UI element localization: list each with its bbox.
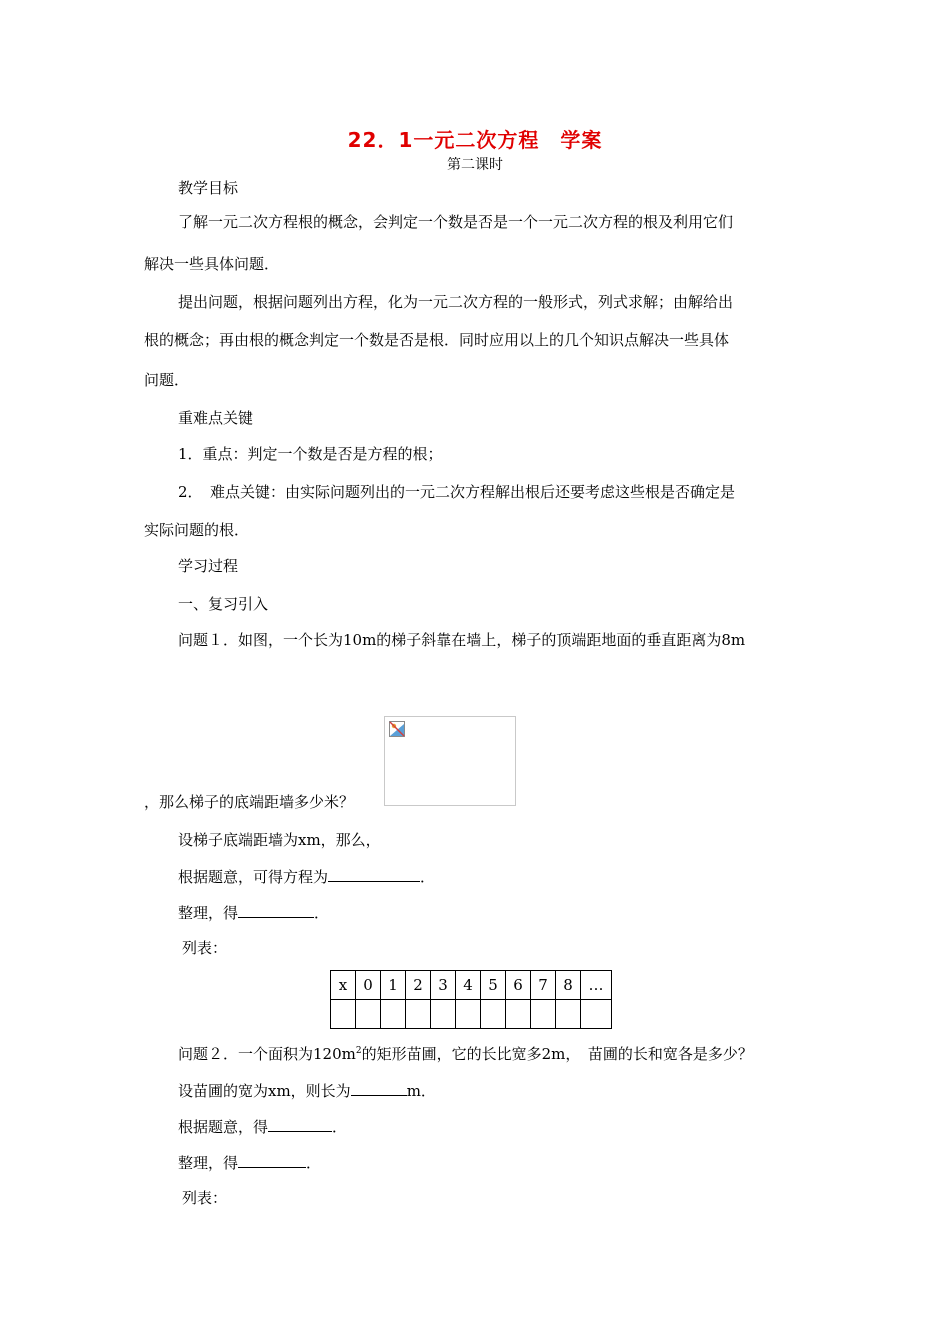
answer-blank[interactable]	[268, 1116, 332, 1132]
objectives-paragraph-2-line-3: 问题．	[144, 371, 190, 389]
table-cell: 5	[481, 971, 506, 1000]
period: ．	[306, 1154, 322, 1172]
problem-2-setup-line	[178, 1080, 436, 1101]
problem-1-text: 问题１．如图，一个长为10m的梯子斜靠在墙上，梯子的顶端距地面的垂直距离为8m	[178, 631, 746, 649]
table-cell: 0	[356, 971, 381, 1000]
table-cell-empty[interactable]	[481, 1000, 506, 1029]
answer-blank[interactable]	[328, 866, 420, 882]
table-cell-empty[interactable]	[556, 1000, 581, 1029]
problem-1-simplify-line	[178, 902, 329, 923]
objectives-paragraph-2-line-2: 根的概念；再由根的概念判定一个数是否是根．同时应用以上的几个知识点解决一些具体	[144, 331, 730, 349]
table-cell-empty[interactable]	[356, 1000, 381, 1029]
table-cell: 1	[381, 971, 406, 1000]
table-cell-empty[interactable]	[581, 1000, 612, 1029]
unit: m．	[406, 1082, 436, 1100]
objectives-paragraph-1-line-1: 了解一元二次方程根的概念，会判定一个数是否是一个一元二次方程的根及利用它们	[178, 213, 734, 231]
review-heading: 一、复习引入	[178, 595, 269, 613]
objectives-paragraph-1-line-2: 解决一些具体问题．	[144, 255, 280, 273]
period: ．	[314, 904, 330, 922]
problem-2-text-part-2: 的矩形苗圃，它的长比宽多2m， 苗圃的长和宽各是多少？	[361, 1045, 753, 1063]
problem-1-question: ，那么梯子的底端距墙多少米？	[144, 793, 355, 811]
table-header-row	[331, 971, 612, 1000]
page-title: 22．1一元二次方程 学案	[347, 128, 603, 152]
table-cell-empty[interactable]	[331, 1000, 356, 1029]
problem-2-text	[178, 1044, 753, 1064]
table-cell-empty[interactable]	[431, 1000, 456, 1029]
table-cell: 4	[456, 971, 481, 1000]
ladder-figure-placeholder	[384, 716, 516, 806]
table-cell: …	[581, 971, 612, 1000]
problem-2-simplify-label: 整理，得	[178, 1154, 239, 1172]
answer-blank[interactable]	[351, 1080, 407, 1096]
table-cell-empty[interactable]	[531, 1000, 556, 1029]
table-cell-empty[interactable]	[381, 1000, 406, 1029]
value-table	[330, 970, 612, 1029]
superscript: 2	[355, 1046, 362, 1056]
problem-1-equation-line	[178, 866, 435, 887]
table-cell: 3	[431, 971, 456, 1000]
problem-1-equation-label: 根据题意，可得方程为	[178, 868, 329, 886]
table-cell-empty[interactable]	[456, 1000, 481, 1029]
problem-2-equation-label: 根据题意，得	[178, 1118, 269, 1136]
period: ．	[420, 868, 436, 886]
problem-2-setup-label: 设苗圃的宽为xm，则长为	[178, 1082, 351, 1100]
problem-1-simplify-label: 整理，得	[178, 904, 239, 922]
problem-2-simplify-line	[178, 1152, 321, 1173]
process-heading: 学习过程	[178, 557, 239, 575]
table-cell: 2	[406, 971, 431, 1000]
answer-blank[interactable]	[238, 1152, 306, 1168]
broken-image-icon	[389, 721, 405, 737]
problem-1-setup: 设梯子底端距墙为xm，那么，	[178, 831, 381, 849]
table-cell: 6	[506, 971, 531, 1000]
problem-2-equation-line	[178, 1116, 347, 1137]
key-point-1: 1．重点：判定一个数是否是方程的根；	[178, 445, 443, 463]
table-cell: 8	[556, 971, 581, 1000]
answer-blank[interactable]	[238, 902, 314, 918]
table-cell-empty[interactable]	[506, 1000, 531, 1029]
period: ．	[332, 1118, 348, 1136]
table-cell: x	[331, 971, 356, 1000]
page-subtitle: 第二课时	[447, 157, 503, 173]
problem-2-text-part-1: 问题２．一个面积为120m	[178, 1045, 356, 1063]
objectives-heading: 教学目标	[178, 179, 239, 197]
objectives-paragraph-2-line-1: 提出问题，根据问题列出方程，化为一元二次方程的一般形式，列式求解；由解给出	[178, 293, 734, 311]
key-point-2-line-2: 实际问题的根．	[144, 521, 250, 539]
key-point-2-line-1: 2． 难点关键：由实际问题列出的一元二次方程解出根后还要考虑这些根是否确定是	[178, 483, 736, 501]
problem-1-table-label: 列表：	[182, 939, 228, 957]
table-answer-row	[331, 1000, 612, 1029]
table-cell-empty[interactable]	[406, 1000, 431, 1029]
key-points-heading: 重难点关键	[178, 409, 254, 427]
problem-2-table-label: 列表：	[182, 1189, 228, 1207]
table-cell: 7	[531, 971, 556, 1000]
